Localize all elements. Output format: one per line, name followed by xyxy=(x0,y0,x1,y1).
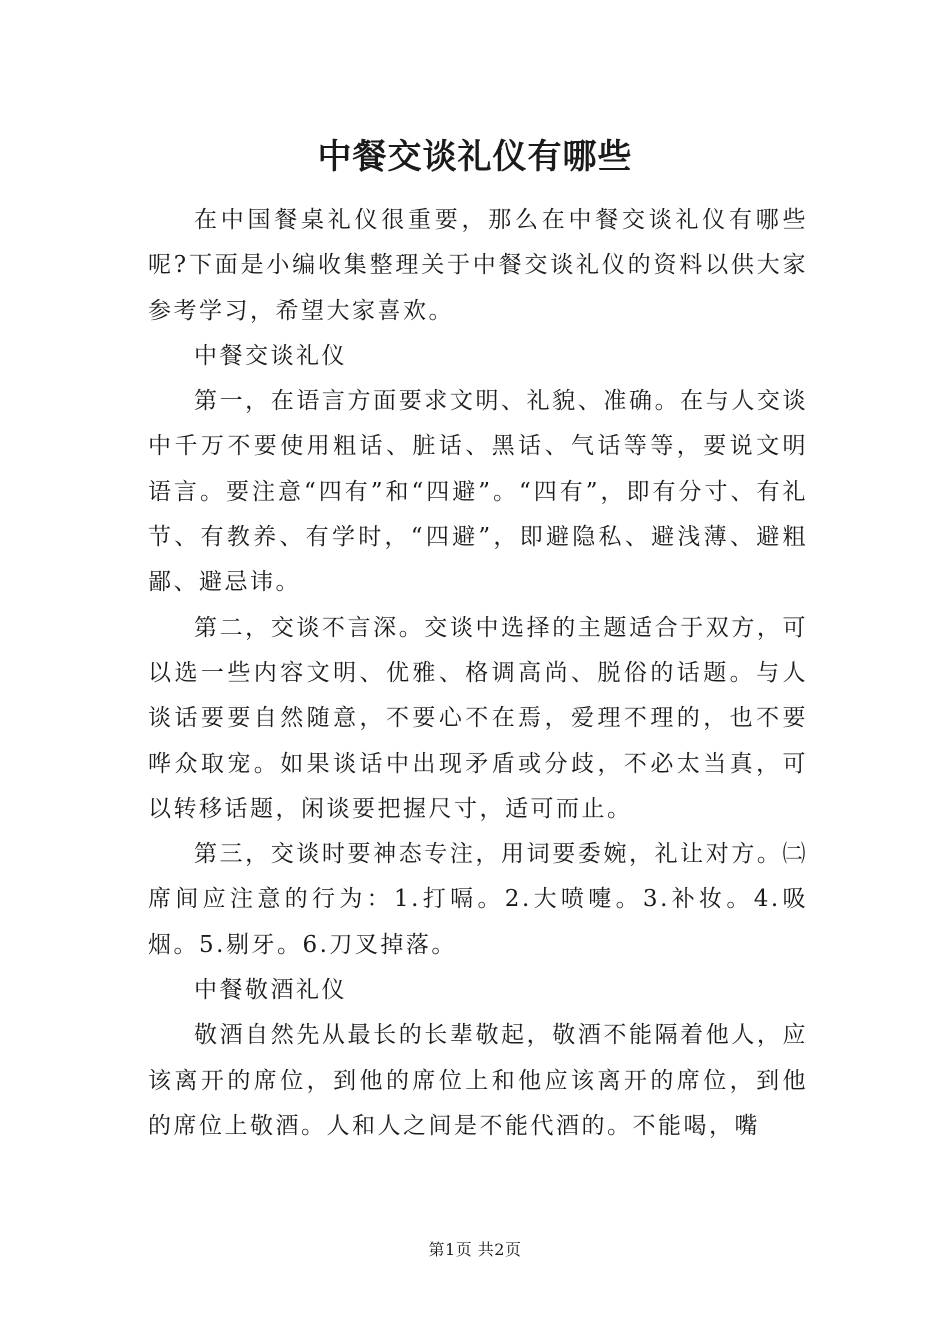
section-heading-conversation: 中餐交谈礼仪 xyxy=(194,342,347,369)
page-number-footer: 第1页 共2页 xyxy=(428,1240,522,1259)
document-title: 中餐交谈礼仪有哪些 xyxy=(317,137,633,177)
document-body xyxy=(148,198,808,1149)
section-heading-toast: 中餐敬酒礼仪 xyxy=(194,977,347,1004)
paragraph-second-point: 第二，交谈不言深。交谈中选择的主题适合于双方，可以选一些内容文明、优雅、格调高尚、脱俗的话题。与人谈话要要自然随意，不要心不在焉，爱理不理的，也不要哗众取宠。如果谈话中出现矛盾或分歧，不必太当真，可以转移话题，闲谈要把握尺寸，适可而止。 xyxy=(148,614,808,822)
paragraph-third-point: 第三，交谈时要神态专注，用词要委婉，礼让对方。㈡席间应注意的行为：1.打嗝。2.大喷嚏。3.补妆。4.吸烟。5.剔牙。6.刀叉掉落。 xyxy=(148,841,808,958)
paragraph-toast: 敬酒自然先从最长的长辈敬起，敬酒不能隔着他人，应该离开的席位，到他的席位上和他应该离开的席位，到他的席位上敬酒。人和人之间是不能代酒的。不能喝，嘴 xyxy=(148,1022,808,1139)
paragraph-first-point: 第一，在语言方面要求文明、礼貌、准确。在与人交谈中千万不要使用粗话、脏话、黑话、气话等等，要说文明语言。要注意“四有”和“四避”。“四有”，即有分寸、有礼节、有教养、有学时，“四避”，即避隐私、避浅薄、避粗鄙、避忌讳。 xyxy=(148,388,808,596)
paragraph-intro: 在中国餐桌礼仪很重要，那么在中餐交谈礼仪有哪些呢?下面是小编收集整理关于中餐交谈礼仪的资料以供大家参考学习，希望大家喜欢。 xyxy=(148,207,808,324)
